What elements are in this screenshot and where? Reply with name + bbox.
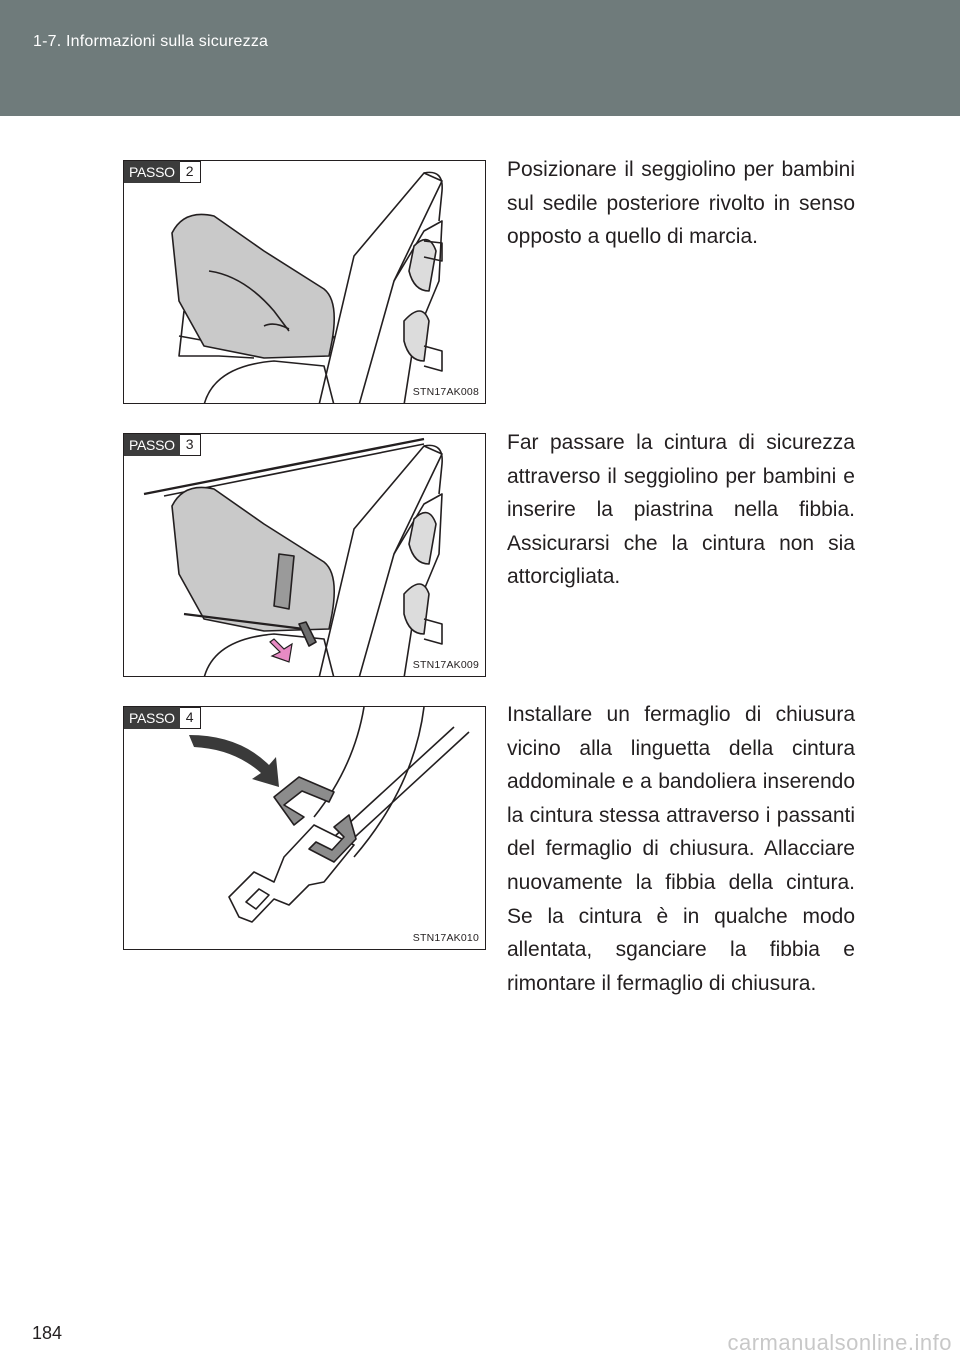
arrow-down-icon <box>270 639 292 662</box>
step-badge <box>124 707 201 729</box>
step-4-text: Installare un fermaglio di chiusura vicino alla linguetta della cintura addominale e a bandoliera inserendo la cintura stessa attraverso i passanti del fermaglio di chiusura. Allacciare nuovamente la fibbia della cintura. Se la cintura è in qualche modo allentata, sganciare la fibbia e rimontare il fermaglio di chiusura. <box>507 703 855 995</box>
step-badge <box>124 434 201 456</box>
watermark: carmanualsonline.info <box>727 1330 952 1355</box>
step-2-text: Posizionare il seggiolino per bambini sul sedile posteriore rivolto in senso opposto a quello di marcia. <box>507 158 855 249</box>
step-label: PASSO <box>124 707 180 729</box>
figure-step-2 <box>123 160 486 404</box>
step-number: 2 <box>180 161 201 183</box>
child-seat-illustration <box>124 161 486 404</box>
child-seat-belt-illustration <box>124 434 486 677</box>
step-number: 3 <box>180 434 201 456</box>
figure-code: STN17AK008 <box>412 386 479 398</box>
step-number: 4 <box>180 707 201 729</box>
step-label: PASSO <box>124 434 180 456</box>
curved-arrow-icon <box>189 735 279 787</box>
page-header <box>0 0 960 116</box>
section-title: 1-7. Informazioni sulla sicurezza <box>33 33 269 50</box>
step-label: PASSO <box>124 161 180 183</box>
figure-code: STN17AK010 <box>412 932 479 944</box>
locking-clip-illustration <box>124 707 486 950</box>
step-3-text: Far passare la cintura di sicurezza attraverso il seggiolino per bambini e inserire la piastrina nella fibbia. Assicurarsi che la cintura non sia attorcigliata. <box>507 431 855 589</box>
figure-step-4 <box>123 706 486 950</box>
figure-step-3 <box>123 433 486 677</box>
figure-code: STN17AK009 <box>412 659 479 671</box>
page-number: 184 <box>32 1323 63 1343</box>
step-badge <box>124 161 201 183</box>
